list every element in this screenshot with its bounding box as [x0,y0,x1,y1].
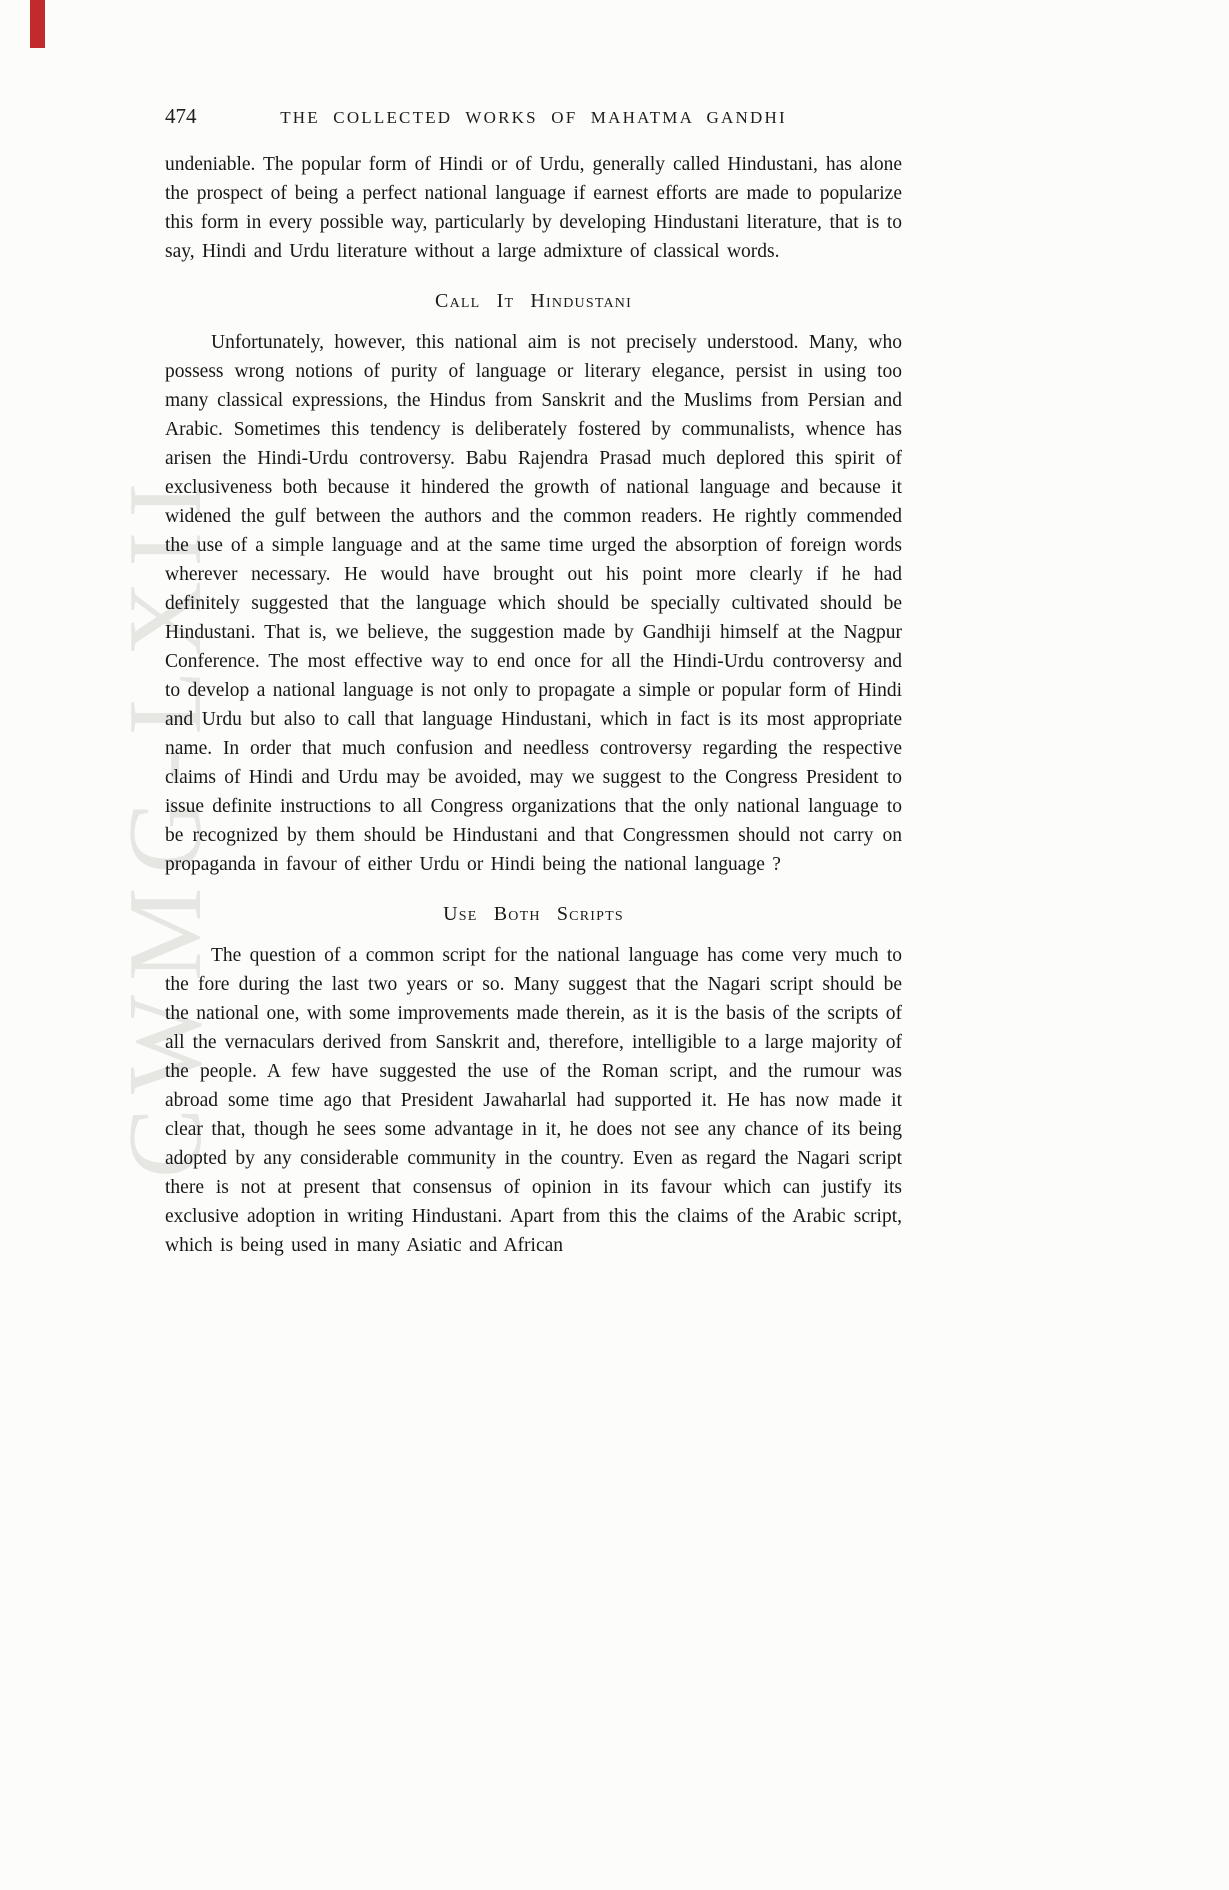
page-header [165,104,902,140]
paragraph-continuation: undeniable. The popular form of Hindi or of Urdu, generally called Hindustani, has alone the prospect of being a perfect national language if earnest efforts are made to popularize this form in every possible way, particularly by developing Hindustani literature, that is to say, Hindi and Urdu literature without a large admixture of classical words. [165,154,902,262]
section-heading-use-both-scripts: Use Both Scripts [443,903,624,925]
section-heading-call-it-hindustani: Call It Hindustani [435,290,632,312]
page-content [165,104,902,1260]
paragraph-call-it-hindustani: Unfortunately, however, this national aim is not precisely understood. Many, who possess wrong notions of purity of language or literary elegance, persist in using too many classical expressions, the Hindus from Sanskrit and the Muslims from Persian and Arabic. Sometimes this tendency is deliberately fostered by communalists, whence has arisen the Hindi-Urdu controversy. Babu Rajendra Prasad much deplored this spirit of exclusiveness both because it hindered the growth of national language and because it widened the gulf between the authors and the common readers. He rightly commended the use of a simple language and at the same time urged the absorption of foreign words wherever necessary. He would have brought out his point more clearly if he had definitely suggested that the language which should be specially cultivated should be Hindustani. That is, we believe, the suggestion made by Gandhiji himself at the Nagpur Conference. The most effective way to end once for all the Hindi-Urdu controversy and to develop a national language is not only to propagate a simple or popular form of Hindi and Urdu but also to call that language Hindustani, which in fact is its most appropriate name. In order that much confusion and needless controversy regarding the respective claims of Hindi and Urdu may be avoided, may we suggest to the Congress President to issue definite instructions to all Congress organizations that the only national language to be recognized by them should be Hindustani and that Congressmen should not carry on propaganda in favour of either Urdu or Hindi being the national language ? [165,332,902,875]
volume-watermark: CWMG-LXII [106,468,223,1178]
paragraph-use-both-scripts: The question of a common script for the national language has come very much to the fore during the last two years or so. Many suggest that the Nagari script should be the national one, with some improvements made therein, as it is the basis of the scripts of all the vernaculars derived from Sanskrit and, therefore, intelligible to a large majority of the people. A few have suggested the use of the Roman script, and the rumour was abroad some time ago that President Jawaharlal had supported it. He has now made it clear that, though he sees some advantage in it, he does not see any chance of its being adopted by any considerable community in the country. Even as regard the Nagari script there is not at present that consensus of opinion in its favour which can justify its exclusive adoption in writing Hindustani. Apart from this the claims of the Arabic script, which is being used in many Asiatic and African [165,945,902,1256]
scan-artifact [30,0,45,48]
page-number: 474 [165,104,197,128]
running-title: THE COLLECTED WORKS OF MAHATMA GANDHI [280,108,787,127]
